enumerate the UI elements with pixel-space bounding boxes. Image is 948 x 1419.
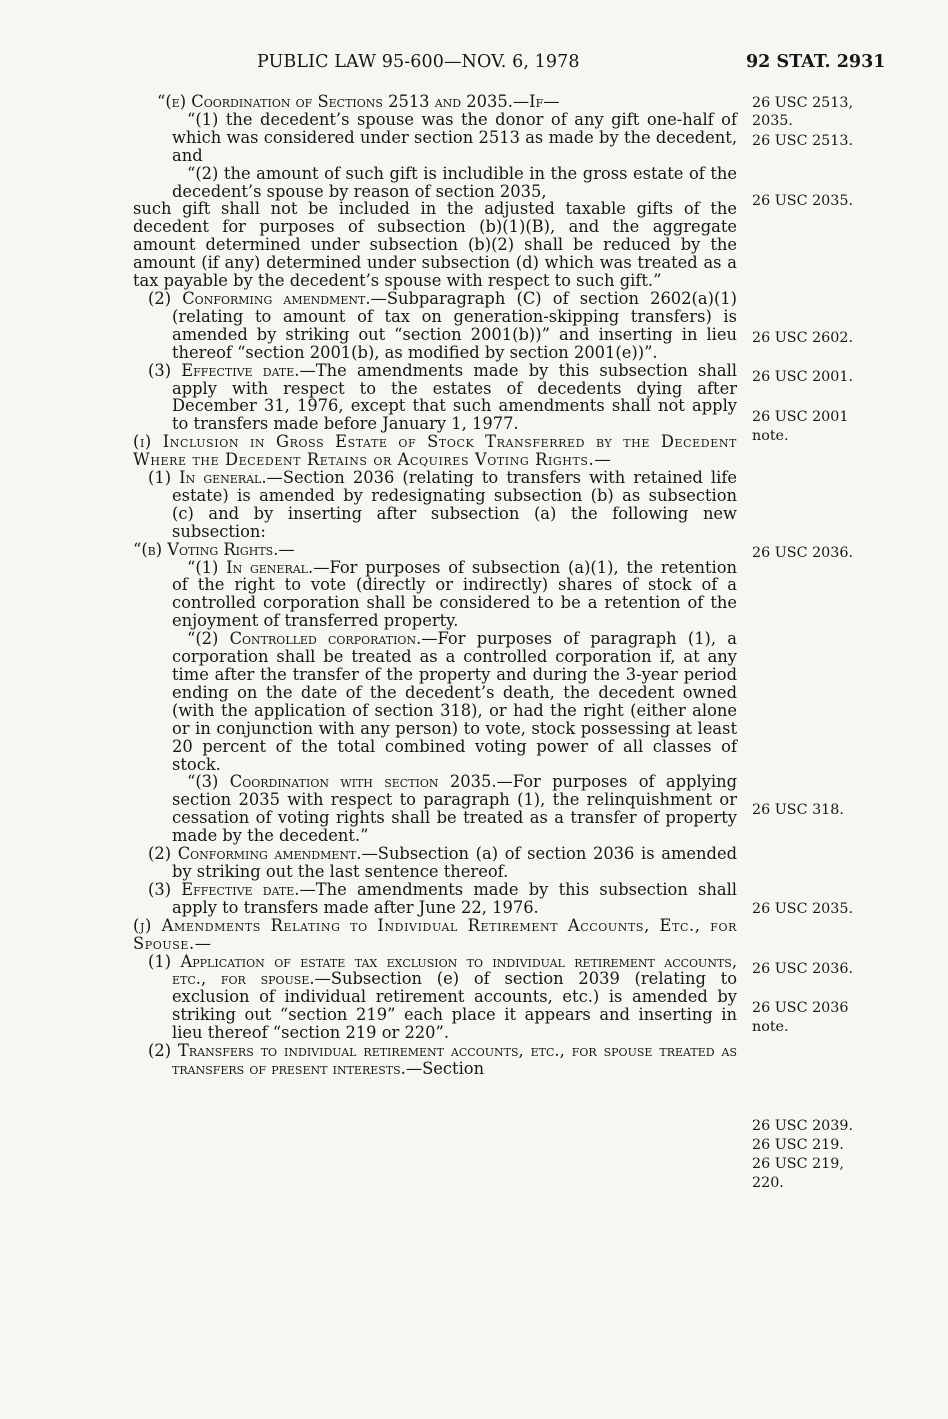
voting-rights-para-3: “(3) Coordination with section 2035.—For purposes of applying section 2035 with respect to paragraph (1), the relinquishment or cessation of voting rights shall be treated as a transfer of property made by the decedent.” [172, 772, 737, 846]
margin-note: 26 USC 2036 [752, 1000, 849, 1016]
j-para-2: (2) Transfers to individual retirement accounts, etc., for spouse treated as transfers of present interests.—Section [148, 1041, 737, 1078]
margin-note: 26 USC 2513. [752, 133, 853, 149]
margin-note: 26 USC 318. [752, 802, 844, 818]
margin-note: 26 USC 2001 [752, 409, 849, 425]
margin-note: 26 USC 219. [752, 1137, 844, 1153]
statute-page-number: 92 STAT. 2931 [746, 52, 886, 72]
margin-note: 2035. [752, 113, 793, 129]
subsection-e-para-2: “(2) the amount of such gift is includible in the gross estate of the decedent’s spouse by reason of section 2035, [172, 163, 737, 201]
margin-note: 26 USC 2513, [752, 95, 853, 111]
h-para-2: (2) Conforming amendment.—Subparagraph (C) of section 2602(a)(1) (relating to amount of tax on generation-skipping transfers) is amended by striking out “section 2001(b))” and inserting in lieu thereof “section 2001(b), as modified by section 2001(e))”. [148, 288, 738, 362]
voting-rights-heading: “(b) Voting Rights.— [133, 539, 295, 559]
margin-note: 26 USC 2039. [752, 1118, 853, 1134]
running-head: PUBLIC LAW 95-600—NOV. 6, 1978 [257, 52, 580, 72]
margin-note: 220. [752, 1175, 784, 1191]
subsection-e-heading: “(e) Coordination of Sections 2513 and 2035.—If— [157, 92, 560, 111]
j-para-1: (1) Application of estate tax exclusion to individual retirement accounts, etc., for spouse.—Subsection (e) of section 2039 (relating to exclusion of individual retirement accounts, etc.) is amended by striking out “section 219” each place it appears and inserting in lieu thereof “section 219 or 220”. [148, 951, 737, 1043]
margin-note: 26 USC 2602. [752, 330, 853, 346]
margin-note: 26 USC 2035. [752, 901, 853, 917]
margin-note: note. [752, 1019, 789, 1035]
margin-note: note. [752, 428, 789, 444]
i-para-1: (1) In general.—Section 2036 (relating to transfers with retained life estate) is amended by redesignating subsection (b) as subsection (c) and by inserting after subsection (a) the following new subsection: [148, 468, 737, 541]
subsection-e-para-1: “(1) the decedent’s spouse was the donor of any gift one-half of which was considered under section 2513 as made by the decedent, and [172, 109, 737, 165]
margin-note: 26 USC 2001. [752, 369, 853, 385]
document-body [133, 93, 737, 1078]
i-para-2: (2) Conforming amendment.—Subsection (a) of section 2036 is amended by striking out the last sentence thereof. [148, 844, 737, 881]
subsection-e-continuation: such gift shall not be included in the adjusted taxable gifts of the decedent for purposes of subsection (b)(1)(B), and the aggregate amount determined under subsection (b)(2) shall be reduced by the amount (if any) determined under subsection (d) which was treated as a tax payable by the decedent’s spouse with respect to such gift.” [133, 199, 737, 291]
margin-note: 26 USC 219, [752, 1156, 844, 1172]
subsection-j-heading: (j) Amendments Relating to Individual Retirement Accounts, Etc., for Spouse.— [133, 915, 737, 953]
voting-rights-para-2: “(2) Controlled corporation.—For purposes of paragraph (1), a corporation shall be treated as a controlled corporation if, at any time after the transfer of the property and during the 3-year period ending on the date of the decedent’s death, the decedent owned (with the application of section 318), or had the right (either alone or in conjunction with any person) to vote, stock possessing at least 20 percent of the total combined voting power of all classes of stock. [172, 629, 737, 774]
page-header [0, 52, 948, 76]
subsection-i-heading: (i) Inclusion in Gross Estate of Stock Transferred by the Decedent Where the Decedent Retains or Acquires Voting Rights.— [133, 432, 737, 470]
margin-note: 26 USC 2036. [752, 545, 853, 561]
voting-rights-para-1: “(1) In general.—For purposes of subsection (a)(1), the retention of the right to vote (directly or indirectly) shares of stock of a controlled corporation shall be considered to be a retention of the enjoyment of transferred property. [172, 557, 737, 631]
margin-note: 26 USC 2036. [752, 961, 853, 977]
h-para-3: (3) Effective date.—The amendments made by this subsection shall apply with respect to the estates of decedents dying after December 31, 1976, except that such amendments shall not apply to transfers made before January 1, 1977. [148, 360, 737, 434]
margin-note: 26 USC 2035. [752, 193, 853, 209]
i-para-3: (3) Effective date.—The amendments made by this subsection shall apply to transfers made after June 22, 1976. [148, 879, 737, 917]
